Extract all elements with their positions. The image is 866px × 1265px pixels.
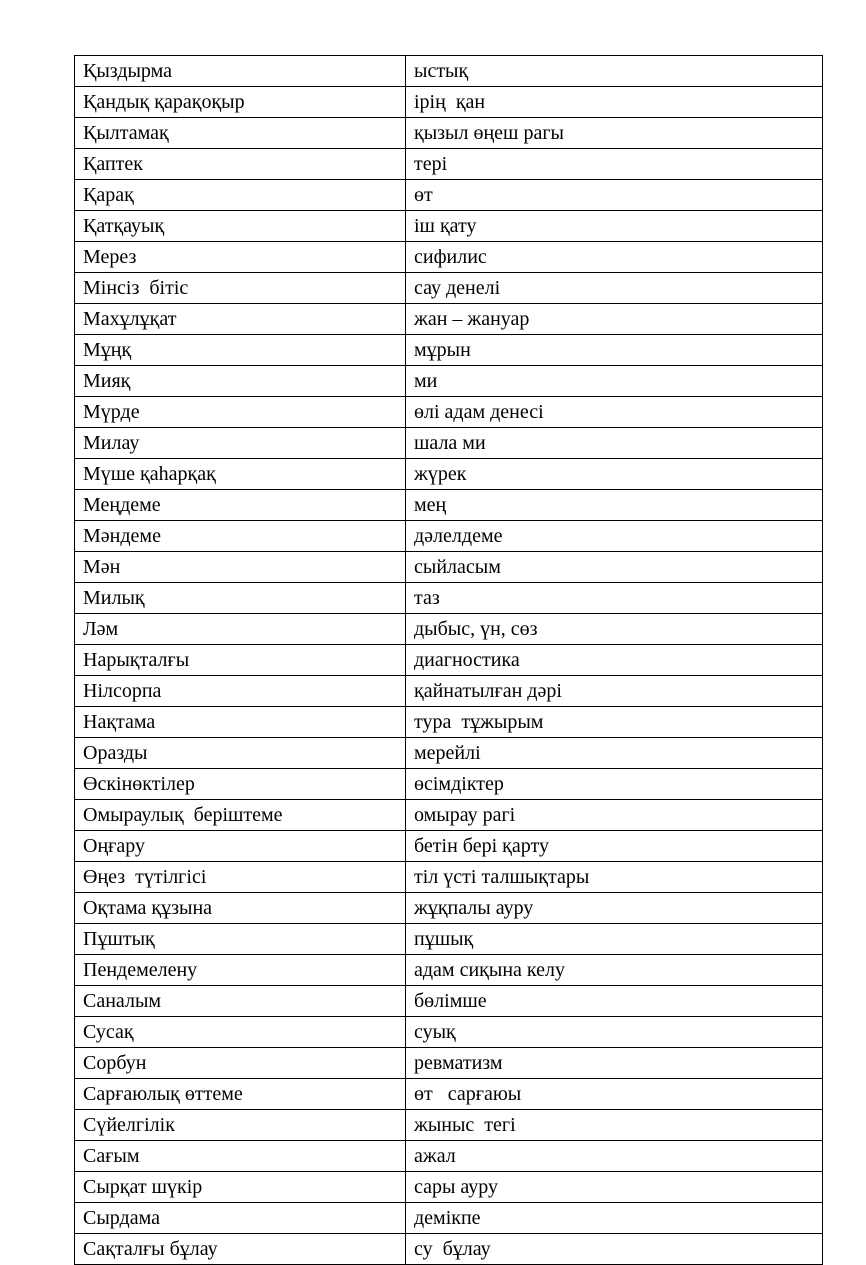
table-row xyxy=(75,986,823,1017)
meaning-cell: өсімдіктер xyxy=(406,769,823,800)
table-row xyxy=(75,552,823,583)
meaning-cell: суық xyxy=(406,1017,823,1048)
term-cell: Мән xyxy=(75,552,406,583)
table-row xyxy=(75,583,823,614)
meaning-cell: пұшық xyxy=(406,924,823,955)
meaning-cell: мұрын xyxy=(406,335,823,366)
term-cell: Сарғаюлық өттеме xyxy=(75,1079,406,1110)
meaning-cell: тіл үсті талшықтары xyxy=(406,862,823,893)
meaning-cell: тері xyxy=(406,149,823,180)
term-cell: Сақталғы бұлау xyxy=(75,1234,406,1265)
meaning-cell: өт xyxy=(406,180,823,211)
meaning-cell: жан – жануар xyxy=(406,304,823,335)
table-row xyxy=(75,1141,823,1172)
term-cell: Махұлұқат xyxy=(75,304,406,335)
table-row xyxy=(75,56,823,87)
term-cell: Сүйелгілік xyxy=(75,1110,406,1141)
term-cell: Пұштық xyxy=(75,924,406,955)
table-row xyxy=(75,149,823,180)
meaning-cell: ажал xyxy=(406,1141,823,1172)
table-row xyxy=(75,211,823,242)
table-row xyxy=(75,893,823,924)
table-row xyxy=(75,1172,823,1203)
meaning-cell: омырау рагі xyxy=(406,800,823,831)
term-cell: Нарықталғы xyxy=(75,645,406,676)
table-row xyxy=(75,676,823,707)
meaning-cell: сыйласым xyxy=(406,552,823,583)
meaning-cell: ревматизм xyxy=(406,1048,823,1079)
table-row xyxy=(75,428,823,459)
table-row xyxy=(75,397,823,428)
term-cell: Милық xyxy=(75,583,406,614)
table-row xyxy=(75,180,823,211)
meaning-cell: ірің қан xyxy=(406,87,823,118)
table-row xyxy=(75,645,823,676)
meaning-cell: таз xyxy=(406,583,823,614)
term-cell: Оңғару xyxy=(75,831,406,862)
glossary-body xyxy=(75,56,823,1265)
term-cell: Ләм xyxy=(75,614,406,645)
meaning-cell: диагностика xyxy=(406,645,823,676)
term-cell: Өңез түтілгісі xyxy=(75,862,406,893)
term-cell: Мияқ xyxy=(75,366,406,397)
table-row xyxy=(75,521,823,552)
table-row xyxy=(75,304,823,335)
table-row xyxy=(75,1048,823,1079)
meaning-cell: мең xyxy=(406,490,823,521)
meaning-cell: өт сарғаюы xyxy=(406,1079,823,1110)
meaning-cell: мерейлі xyxy=(406,738,823,769)
term-cell: Мәндеме xyxy=(75,521,406,552)
term-cell: Сырқат шүкір xyxy=(75,1172,406,1203)
term-cell: Милау xyxy=(75,428,406,459)
table-row xyxy=(75,1079,823,1110)
term-cell: Саналым xyxy=(75,986,406,1017)
term-cell: Сорбун xyxy=(75,1048,406,1079)
glossary-table xyxy=(74,55,823,1265)
meaning-cell: демікпе xyxy=(406,1203,823,1234)
table-row xyxy=(75,769,823,800)
term-cell: Қандық қарақоқыр xyxy=(75,87,406,118)
table-row xyxy=(75,242,823,273)
table-row xyxy=(75,1234,823,1265)
term-cell: Мерез xyxy=(75,242,406,273)
term-cell: Қарақ xyxy=(75,180,406,211)
term-cell: Мұңқ xyxy=(75,335,406,366)
meaning-cell: дәлелдеме xyxy=(406,521,823,552)
table-row xyxy=(75,738,823,769)
term-cell: Мүше қаһарқақ xyxy=(75,459,406,490)
table-row xyxy=(75,118,823,149)
table-row xyxy=(75,273,823,304)
meaning-cell: қызыл өңеш рагы xyxy=(406,118,823,149)
term-cell: Сағым xyxy=(75,1141,406,1172)
term-cell: Сусақ xyxy=(75,1017,406,1048)
term-cell: Сырдама xyxy=(75,1203,406,1234)
meaning-cell: сифилис xyxy=(406,242,823,273)
meaning-cell: шала ми xyxy=(406,428,823,459)
meaning-cell: ыстық xyxy=(406,56,823,87)
table-row xyxy=(75,862,823,893)
table-row xyxy=(75,1110,823,1141)
term-cell: Нақтама xyxy=(75,707,406,738)
meaning-cell: жыныс тегі xyxy=(406,1110,823,1141)
meaning-cell: өлі адам денесі xyxy=(406,397,823,428)
table-row xyxy=(75,831,823,862)
term-cell: Пендемелену xyxy=(75,955,406,986)
table-row xyxy=(75,924,823,955)
meaning-cell: жұқпалы ауру xyxy=(406,893,823,924)
table-row xyxy=(75,87,823,118)
term-cell: Өскінөктілер xyxy=(75,769,406,800)
term-cell: Қатқауық xyxy=(75,211,406,242)
table-row xyxy=(75,366,823,397)
term-cell: Нілсорпа xyxy=(75,676,406,707)
meaning-cell: сау денелі xyxy=(406,273,823,304)
term-cell: Қыздырма xyxy=(75,56,406,87)
meaning-cell: қайнатылған дәрі xyxy=(406,676,823,707)
meaning-cell: адам сиқына келу xyxy=(406,955,823,986)
meaning-cell: бетін бері қарту xyxy=(406,831,823,862)
meaning-cell: ми xyxy=(406,366,823,397)
table-row xyxy=(75,1203,823,1234)
table-row xyxy=(75,490,823,521)
table-row xyxy=(75,1017,823,1048)
meaning-cell: жүрек xyxy=(406,459,823,490)
meaning-cell: іш қату xyxy=(406,211,823,242)
meaning-cell: сары ауру xyxy=(406,1172,823,1203)
term-cell: Қылтамақ xyxy=(75,118,406,149)
meaning-cell: дыбыс, үн, сөз xyxy=(406,614,823,645)
table-row xyxy=(75,335,823,366)
term-cell: Оразды xyxy=(75,738,406,769)
meaning-cell: тура тұжырым xyxy=(406,707,823,738)
table-row xyxy=(75,800,823,831)
term-cell: Омыраулық беріштеме xyxy=(75,800,406,831)
term-cell: Мінсіз бітіс xyxy=(75,273,406,304)
table-row xyxy=(75,459,823,490)
table-row xyxy=(75,955,823,986)
term-cell: Қаптек xyxy=(75,149,406,180)
term-cell: Мүрде xyxy=(75,397,406,428)
meaning-cell: бөлімше xyxy=(406,986,823,1017)
table-row xyxy=(75,614,823,645)
term-cell: Меңдеме xyxy=(75,490,406,521)
meaning-cell: су бұлау xyxy=(406,1234,823,1265)
term-cell: Оқтама құзына xyxy=(75,893,406,924)
table-row xyxy=(75,707,823,738)
